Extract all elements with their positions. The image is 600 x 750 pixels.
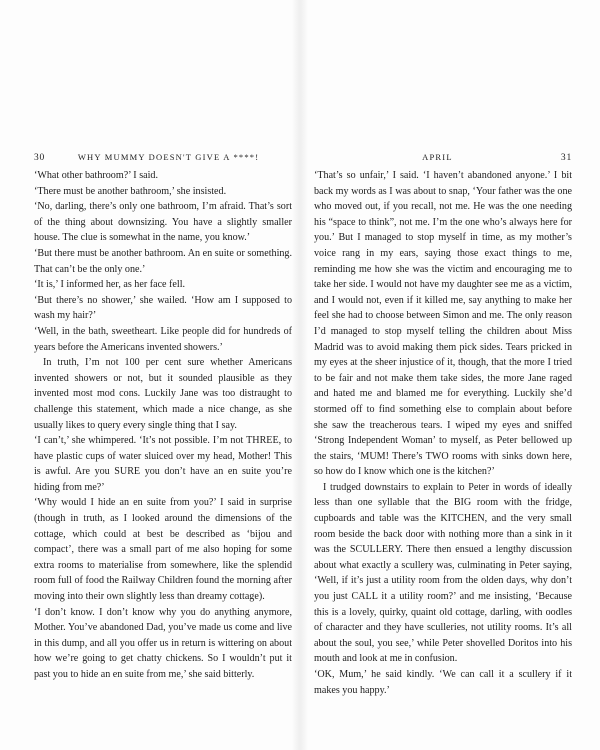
left-running-head: WHY MUMMY DOESN'T GIVE A ****! <box>77 152 260 162</box>
paragraph: In truth, I’m not 100 per cent sure whether Americans invented showers or not, but it sounded plausible as they invented most mod cons. Luckily Jane was too distraught to challenge this statement, which made a nice change, as she usually likes to query every single thing that I say. <box>34 357 292 431</box>
left-page-body <box>34 168 292 683</box>
paragraph: ‘But there must be another bathroom. An en suite or something. That can’t be the only one.’ <box>34 247 292 275</box>
paragraph: ‘It is,’ I informed her, as her face fell. <box>34 279 186 291</box>
left-page-number: 30 <box>34 153 46 163</box>
left-page <box>34 152 292 683</box>
paragraph: ‘That’s so unfair,’ I said. ‘I haven’t abandoned anyone.’ I bit back my words as I was about to snap, ‘Your father was the one who moved out, if you recall, not me. He was the one needing his “space to think”, not me. I’m the one who’s always here for you.’ But I managed to stop myself in time, as my mother’s voice rang in my ears, saying those exact things to me, reminding me how she was the victim and encouraging me to take her side. I would not have my daughter see me as a victim, and I would not, even if it killed me, say anything to make her feel she had to choose between Simon and me. The only reason I’d managed to stop myself telling the children about Miss Madrid was to avoid making them pick sides. Tears pricked in my eyes at the sheer injustice of it, though, that the more I tried to be fair and not make them take sides, the more Jane raged and hated me and blamed me for everything. Luckily she’d stormed off to find something else to complain about before she saw the treacherous tears. I wiped my eyes and sniffed ‘Strong Independent Woman’ to myself, as Peter bellowed up the stairs, ‘MUM! There’s TWO rooms with sinks down here, so how do I know which one is the kitchen?’ <box>314 170 572 478</box>
paragraph: ‘There must be another bathroom,’ she insisted. <box>34 185 227 197</box>
right-page-number: 31 <box>560 153 572 163</box>
left-page-header <box>34 152 292 166</box>
paragraph: ‘Well, in the bath, sweetheart. Like people did for hundreds of years before the Americans invented showers.’ <box>34 325 292 353</box>
paragraph: ‘I don’t know. I don’t know why you do anything anymore, Mother. You’ve abandoned Dad, you’ve made us come and live in this dump, and all you offer us in return is wittering on about how we’re going to get chatty chickens. So I wouldn’t put it past you to hide an en suite from me,’ she said bitterly. <box>34 606 292 680</box>
paragraph: ‘But there’s no shower,’ she wailed. ‘How am I supposed to wash my hair?’ <box>34 294 292 322</box>
paragraph: ‘Why would I hide an en suite from you?’ I said in surprise (though in truth, as I looked around the dimensions of the cottage, which could at best be described as ‘bijou and compact’, there was a small part of me also hoping for some extra rooms to materialise from somewhere, like the splendid room full of food the Railway Children found the morning after moving into their own slightly less than dreamy cottage). <box>34 497 292 603</box>
right-page-body <box>314 168 572 698</box>
paragraph: I trudged downstairs to explain to Peter in words of ideally less than one syllable that the BIG room with the fridge, cupboards and table was the KITCHEN, and the very small room beside the back door with nothing more than a sink in it was the SCULLERY. There then ensued a lengthy discussion about what exactly a scullery was, culminating in Peter saying, ‘Well, if it’s just a utility room from the olden days, why don’t you just CALL it a utility room?’ and me insisting, ‘Because this is a lovely, quirky, quaint old cottage, darling, with oodles of character and they have sculleries, not utility rooms. It’s all about the soul, you see,’ while Peter shovelled Doritos into his mouth and look at me in confusion. <box>314 481 572 665</box>
page-gutter <box>292 0 308 750</box>
right-running-head: APRIL <box>422 152 453 162</box>
right-page <box>314 152 572 698</box>
paragraph: ‘OK, Mum,’ he said kindly. ‘We can call it a scullery if it makes you happy.’ <box>314 669 572 696</box>
paragraph: ‘What other bathroom?’ I said. <box>34 170 158 181</box>
paragraph: ‘No, darling, there’s only one bathroom, I’m afraid. That’s sort of the thing about downsizing. You have a slightly smaller house. The clue is somewhat in the name, you know.’ <box>34 201 292 244</box>
right-page-header <box>314 152 572 166</box>
paragraph: ‘I can’t,’ she whimpered. ‘It’s not possible. I’m not THREE, to have plastic cups of water sluiced over my head, Mother! This is awful. Are you SURE you don’t have an en suite you’re hiding from me?’ <box>34 435 292 493</box>
